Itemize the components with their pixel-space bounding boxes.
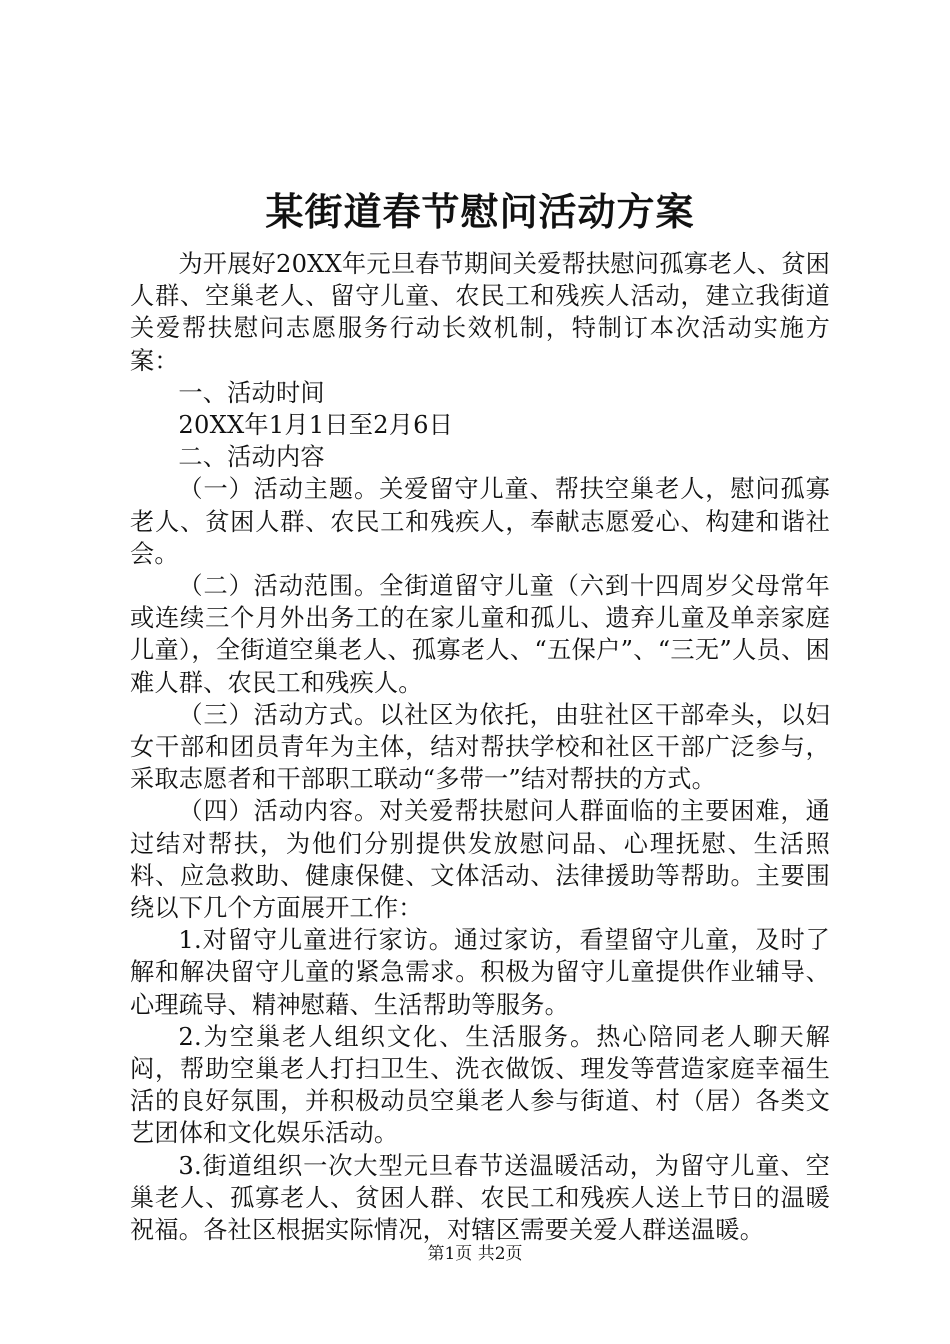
paragraph-activity-dates: 20XX年1月1日至2月6日 — [178, 411, 454, 440]
paragraph-intro: 为开展好20XX年元旦春节期间关爱帮扶慰问孤寡老人、贫困人群、空巢老人、留守儿童、农民工和残疾人活动，建立我街道关爱帮扶慰问志愿服务行动长效机制，特制订本次活动实施方案： — [130, 250, 830, 375]
list-item-2: 2.为空巢老人组织文化、生活服务。热心陪同老人聊天解闷，帮助空巢老人打扫卫生、洗衣做饭、理发等营造家庭幸福生活的良好氛围，并积极动员空巢老人参与街道、村（居）各类文艺团体和文化娱乐活动。 — [130, 1022, 830, 1148]
heading-activity-time: 一、活动时间 — [178, 378, 325, 407]
paragraph-method: （三）活动方式。以社区为依托，由驻社区干部牵头，以妇女干部和团员青年为主体，结对帮扶学校和社区干部广泛参与，采取志愿者和干部职工联动“多带一”结对帮扶的方式。 — [130, 700, 830, 794]
heading-activity-content: 二、活动内容 — [178, 443, 325, 472]
paragraph-content: （四）活动内容。对关爱帮扶慰问人群面临的主要困难，通过结对帮扶，为他们分别提供发放慰问品、心理抚慰、生活照料、应急救助、健康保健、文体活动、法律援助等帮助。主要围绕以下几个方面展开工作： — [130, 797, 830, 923]
paragraph-scope: （二）活动范围。全街道留守儿童（六到十四周岁父母常年或连续三个月外出务工的在家儿童和孤儿、遗弃儿童及单亲家庭儿童），全街道空巢老人、孤寡老人、“五保户”、“三无”人员、困难人群、农民工和残疾人。 — [130, 572, 830, 697]
list-item-3: 3.街道组织一次大型元旦春节送温暖活动，为留守儿童、空巢老人、孤寡老人、贫困人群、农民工和残疾人送上节日的温暖祝福。各社区根据实际情况，对辖区需要关爱人群送温暖。 — [130, 1151, 830, 1245]
page-footer: 第1页 共2页 — [427, 1244, 523, 1264]
document-body — [130, 248, 830, 1246]
paragraph-theme: （一）活动主题。关爱留守儿童、帮扶空巢老人，慰问孤寡老人、贫困人群、农民工和残疾人，奉献志愿爱心、构建和谐社会。 — [130, 475, 830, 568]
document-title: 某街道春节慰问活动方案 — [265, 189, 695, 234]
list-item-1: 1.对留守儿童进行家访。通过家访，看望留守儿童，及时了解和解决留守儿童的紧急需求。积极为留守儿童提供作业辅导、心理疏导、精神慰藉、生活帮助等服务。 — [130, 926, 830, 1019]
